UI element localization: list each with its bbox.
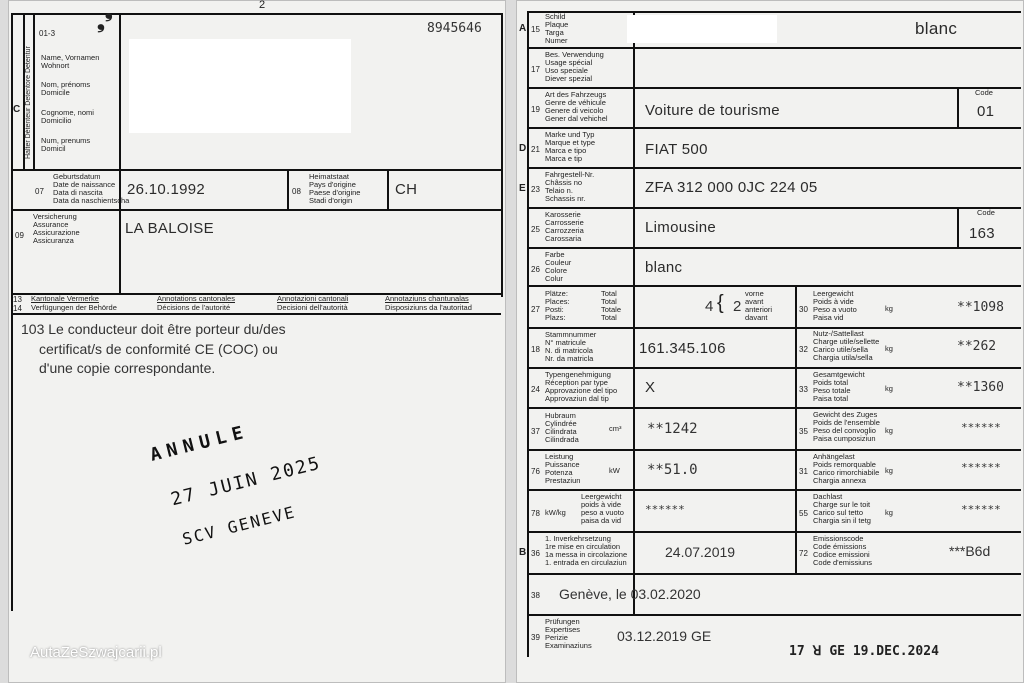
empty-weight-label: Leergewicht Poids à vide Peso a vuoto Paisa vid xyxy=(813,289,857,322)
rule xyxy=(633,11,635,614)
body-value: Limousine xyxy=(645,219,717,236)
vin-value: ZFA 312 000 0JC 224 05 xyxy=(645,179,818,196)
rule xyxy=(11,209,501,211)
stamp-annule: ANNULE xyxy=(147,421,252,466)
seats-total-value: 4 xyxy=(705,298,714,315)
displacement-value: **1242 xyxy=(647,421,698,437)
field-33-number: 33 xyxy=(799,385,808,394)
stamp-office: SCV GENEVE xyxy=(180,502,298,549)
section-c-letter: C xyxy=(13,104,21,115)
field-27-number: 27 xyxy=(531,305,540,314)
color-value: blanc xyxy=(645,259,683,276)
cognome-label: Cognome, nomi Domicilio xyxy=(41,108,94,125)
rule xyxy=(33,13,35,171)
total-weight-label: Gesamtgewicht Poids total Peso totale Paisa total xyxy=(813,370,865,403)
rule xyxy=(527,87,1021,89)
empty-weight-unit: kg xyxy=(885,304,893,313)
name-label: Name, Vornamen Wohnort xyxy=(41,53,100,70)
section-e-letter: E xyxy=(519,183,526,194)
first-registration-label: 1. Inverkehrsetzung 1re mise en circulation 1a messa in circolazione 1. entrada en circulaziun xyxy=(545,534,628,567)
field-76-number: 76 xyxy=(531,467,540,476)
section-a-letter: A xyxy=(519,23,527,34)
rule xyxy=(11,313,501,315)
vehicle-type-value: Voiture de tourisme xyxy=(645,102,780,119)
field-18-number: 18 xyxy=(531,345,540,354)
first-registration-value: 24.07.2019 xyxy=(665,544,736,560)
train-weight-unit: kg xyxy=(885,426,893,435)
rule xyxy=(527,449,1021,451)
nom-label: Nom, prénoms Domicile xyxy=(41,80,91,97)
inspection-label: Prüfungen Expertises Perizie Examinaziuns xyxy=(545,617,592,650)
holder-code: 01-3 xyxy=(39,29,56,38)
rule xyxy=(11,13,503,15)
payload-unit: kg xyxy=(885,344,893,353)
inspection-date: 03.12.2019 GE xyxy=(617,628,712,644)
annotation-line-2: certificat/s de conformité CE (COC) ou xyxy=(39,341,278,357)
field-38-number: 38 xyxy=(531,591,540,600)
power-label: Leistung Puissance Potenza Prestaziun xyxy=(545,452,581,485)
rule xyxy=(527,285,1021,287)
rule xyxy=(527,127,1021,129)
rule xyxy=(527,247,1021,249)
field-24-number: 24 xyxy=(531,385,540,394)
ink-mark: ❟❜ xyxy=(97,11,113,33)
field-07-number: 07 xyxy=(35,187,44,196)
top-mark: 2 xyxy=(259,0,266,11)
body-code-label: Code xyxy=(977,208,995,217)
vehicle-type-label: Art des Fahrzeugs Genre de véhicule Genere di veicolo Gener dal vehichel xyxy=(545,90,608,123)
field-19-number: 19 xyxy=(531,105,540,114)
type-approval-label: Typengenehmigung Réception par type Approvazione del tipo Approvaziun dal tip xyxy=(545,370,618,403)
code-label: Code xyxy=(975,88,993,97)
rule xyxy=(387,169,389,209)
seats-front-value: 2 xyxy=(733,298,742,315)
displacement-unit: cm³ xyxy=(609,424,622,433)
emission-code-label: Emissionscode Code émissions Codice emissioni Code d'emissiuns xyxy=(813,534,872,567)
rule xyxy=(527,489,1021,491)
rule xyxy=(527,531,1021,533)
seats-total-label: Total Total Totale Total xyxy=(601,289,622,322)
power-unit: kW xyxy=(609,466,620,475)
rule xyxy=(11,169,501,171)
total-weight-unit: kg xyxy=(885,384,893,393)
inspection-stamp: 17 ꓤ GE 19.DEC.2024 xyxy=(789,644,939,659)
roof-load-value: ****** xyxy=(961,503,1001,516)
field-72-number: 72 xyxy=(799,549,808,558)
redacted-owner-name xyxy=(129,39,351,133)
body-code-value: 163 xyxy=(969,225,995,242)
make-label: Marke und Typ Marque et type Marca e tipo Marca e tip xyxy=(545,130,596,163)
annotation-line-3: d'une copie correspondante. xyxy=(39,360,216,376)
rule xyxy=(527,11,1021,13)
insurance-label: Versicherung Assurance Assicurazione Assicuranza xyxy=(33,212,80,245)
authority-fr: Décisions de l'autorité xyxy=(157,303,231,312)
authority-it: Decisioni dell'autorità xyxy=(277,303,348,312)
cantonal-notes-label: Kantonale Vermerke xyxy=(31,294,99,303)
field-31-number: 31 xyxy=(799,467,808,476)
cantonal-notes-it: Annotazioni cantonali xyxy=(277,294,349,303)
origin-value: CH xyxy=(395,181,418,198)
field-30-number: 30 xyxy=(799,305,808,314)
field-26-number: 26 xyxy=(531,265,540,274)
field-21-number: 21 xyxy=(531,145,540,154)
field-08-number: 08 xyxy=(292,187,301,196)
field-55-number: 55 xyxy=(799,509,808,518)
section-d-letter: D xyxy=(519,143,527,154)
section-b-letter: B xyxy=(519,547,527,558)
authority-label: Verfügungen der Behörde xyxy=(31,303,117,312)
rule xyxy=(957,207,959,247)
rule xyxy=(527,573,1021,575)
empty-weight-value: **1098 xyxy=(957,300,1004,315)
birth-date-value: 26.10.1992 xyxy=(127,181,206,198)
field-37-number: 37 xyxy=(531,427,540,436)
trailer-load-label: Anhängelast Poids remorquable Carico rimorchiabile Chargia annexa xyxy=(813,452,880,485)
field-32-number: 32 xyxy=(799,345,808,354)
field-39-number: 39 xyxy=(531,633,540,642)
stamp-date: 27 JUIN 2025 xyxy=(168,452,324,511)
left-page xyxy=(8,0,506,683)
trailer-load-value: ****** xyxy=(961,461,1001,474)
field-25-number: 25 xyxy=(531,225,540,234)
field-36-number: 36 xyxy=(531,549,540,558)
seats-front-label: vorne avant anteriori davant xyxy=(745,289,773,322)
field-35-number: 35 xyxy=(799,427,808,436)
power-ratio-value: ****** xyxy=(645,503,685,516)
type-approval-value: X xyxy=(645,379,656,396)
payload-label: Nutz-/Sattellast Charge utile/sellette Carico utile/sella Chargia utila/sella xyxy=(813,329,880,362)
field-17-number: 17 xyxy=(531,65,540,74)
displacement-label: Hubraum Cylindrée Cilindrata Cilindrada xyxy=(545,411,579,444)
total-weight-value: **1360 xyxy=(957,380,1004,395)
birth-date-label: Geburtsdatum Date de naissance Data di nascita Data da naschientscha xyxy=(53,172,130,205)
rule xyxy=(527,167,1021,169)
insurance-value: LA BALOISE xyxy=(125,220,214,237)
rule xyxy=(795,285,797,573)
vehicle-code-value: 01 xyxy=(977,103,995,120)
right-page xyxy=(516,0,1024,683)
rule xyxy=(957,87,959,127)
rule xyxy=(501,13,503,297)
roof-load-unit: kg xyxy=(885,508,893,517)
rule xyxy=(527,327,1021,329)
rule xyxy=(527,207,1021,209)
origin-label: Heimatstaat Pays d'origine Paese d'origine Stadi d'origin xyxy=(309,172,361,205)
cantonal-notes-rm: Annotaziuns chantunalas xyxy=(385,294,469,303)
watermark: AutaZeSzwajcarii.pl xyxy=(30,644,162,661)
special-use-label: Bes. Verwendung Usage spécial Uso speciale Diever spezial xyxy=(545,50,604,83)
rule xyxy=(119,209,121,293)
roof-load-label: Dachlast Charge sur le toit Carico sul tetto Chargia sin il tetg xyxy=(813,492,871,525)
field-78-number: 78 xyxy=(531,509,540,518)
rule xyxy=(527,614,1021,616)
rule xyxy=(527,47,1021,49)
emission-code-value: ***B6d xyxy=(949,543,991,559)
seats-brace: { xyxy=(717,292,724,314)
payload-value: **262 xyxy=(957,339,997,354)
cantonal-notes-fr: Annotations cantonales xyxy=(157,294,235,303)
owner-side-label: Halter Détenteur Detentore Detentur xyxy=(25,46,32,159)
rule xyxy=(527,11,529,657)
matricule-label: Stammnummer N° matricule N. di matricola Nr. da matricla xyxy=(545,330,597,363)
train-weight-label: Gewicht des Zuges Poids de l'ensemble Peso del convoglio Paisa cumposiziun xyxy=(813,410,880,443)
field-14-number: 14 xyxy=(13,304,22,313)
make-value: FIAT 500 xyxy=(645,141,708,158)
authority-rm: Disposiziuns da l'autoritad xyxy=(385,303,472,312)
rule xyxy=(527,407,1021,409)
issue-place-date: Genève, le 03.02.2020 xyxy=(559,586,701,602)
train-weight-value: ****** xyxy=(961,421,1001,434)
body-label: Karosserie Carrosserie Carrozzeria Carossaria xyxy=(545,210,584,243)
plate-label: Schild Plaque Targa Numer xyxy=(545,12,569,45)
field-09-number: 09 xyxy=(15,231,24,240)
num-label: Num, prenums Domicil xyxy=(41,136,91,153)
power-ratio-label: kW/kg xyxy=(545,508,566,517)
plate-color: blanc xyxy=(915,19,958,38)
field-15-number: 15 xyxy=(531,25,540,34)
trailer-load-unit: kg xyxy=(885,466,893,475)
vin-label: Fahrgestell-Nr. Châssis no Telaio n. Schassis nr. xyxy=(545,170,595,203)
matricule-value: 161.345.106 xyxy=(639,340,726,357)
redacted-plate xyxy=(627,15,777,43)
power-value: **51.0 xyxy=(647,462,698,478)
field-13-number: 13 xyxy=(13,295,22,304)
color-label: Farbe Couleur Colore Colur xyxy=(545,250,572,283)
power-ratio-weight-label: Leergewicht poids à vide peso a vuoto paisa da vid xyxy=(581,492,624,525)
rule xyxy=(527,367,1021,369)
document-number: 8945646 xyxy=(427,21,482,36)
rule xyxy=(287,169,289,209)
field-23-number: 23 xyxy=(531,185,540,194)
annotation-line-1: 103 Le conducteur doit être porteur du/des xyxy=(21,321,286,337)
seats-label: Plätze: Places: Posti: Plazs: xyxy=(545,289,570,322)
